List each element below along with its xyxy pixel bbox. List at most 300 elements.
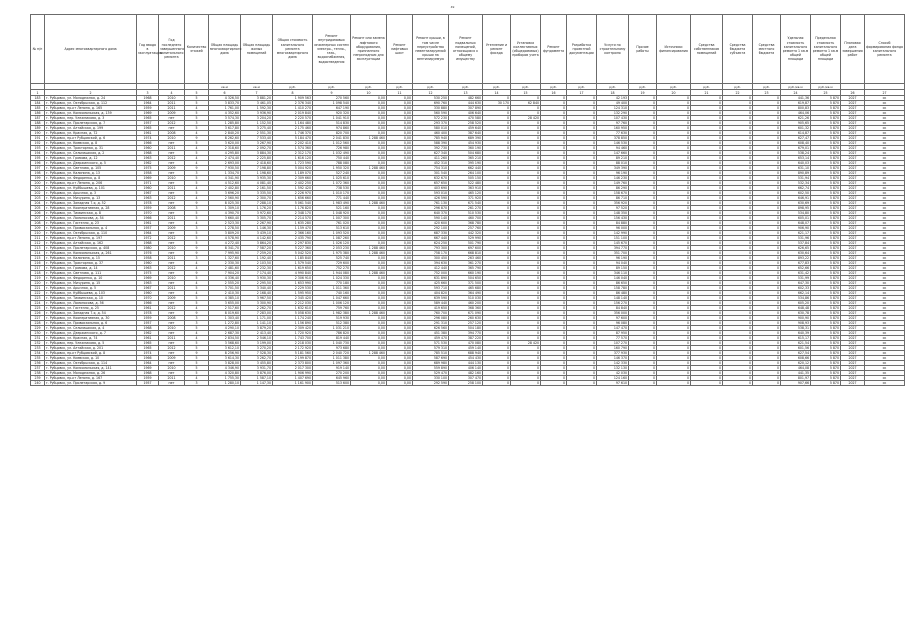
- table-cell-year_built: 1975: [137, 166, 159, 171]
- table-cell-cost_basement: 307 890: [449, 106, 483, 111]
- table-cell-cost_other2: 0: [629, 216, 657, 221]
- table-cell-floors: 5: [185, 176, 209, 181]
- table-cell-cost_lift2: 0,00: [387, 261, 413, 266]
- table-cell-cost_fund: 0: [511, 166, 541, 171]
- table-cell-fund_local: 0: [753, 301, 781, 306]
- table-cell-cost_systems: 1 006 120: [313, 301, 351, 306]
- table-cell-cost_tech: 356 920: [597, 201, 629, 206]
- table-cell-cost_lift2: 0,00: [387, 271, 413, 276]
- table-cell-fund_region: 0: [723, 116, 753, 121]
- table-cell-plan_date: 2027: [841, 181, 865, 186]
- table-cell-cost_systems: 1 950 320: [313, 166, 351, 171]
- table-cell-floors: 5: [185, 361, 209, 366]
- table-cell-cost_basement: 371 500: [449, 281, 483, 286]
- table-cell-cost_other2: 0: [629, 291, 657, 296]
- table-cell-plan_date: 2027: [841, 301, 865, 306]
- table-cell-spec_cost: 900,90: [781, 316, 811, 321]
- table-cell-cost_lift: 0,00: [351, 146, 387, 151]
- table-cell-method: ск: [865, 311, 905, 316]
- table-cell-cost_tech: 160 790: [597, 346, 629, 351]
- table-cell-cost_systems: 1 011 360: [313, 286, 351, 291]
- table-cell-spec_cost: 627,47: [781, 136, 811, 141]
- table-cell-area_living: 3 930,30: [241, 276, 273, 281]
- table-cell-cost_other: 0: [567, 171, 597, 176]
- table-cell-cost_other: 0: [567, 366, 597, 371]
- table-cell-cost_lift: 1 288 460: [351, 246, 387, 251]
- table-cell-floors: 4: [185, 221, 209, 226]
- table-cell-cost_lift2: 0,00: [387, 306, 413, 311]
- table-cell-fund_source: 0: [657, 276, 691, 281]
- table-cell-fund_region: 0: [723, 211, 753, 216]
- table-cell-cost_facade: 0: [483, 321, 511, 326]
- table-cell-cost_fund: 0: [511, 331, 541, 336]
- table-cell-method: ск: [865, 131, 905, 136]
- table-cell-area_living: 3 461,05: [241, 101, 273, 106]
- table-cell-cost_total: 2 376 340: [273, 101, 313, 106]
- table-cell-address: г. Рубцовск, ул. Тихвинская, д. 10: [45, 296, 137, 301]
- table-cell-area_total: 4 320,80: [209, 371, 241, 376]
- table-cell-cost_basement: 510 030: [449, 296, 483, 301]
- table-cell-no: 196: [31, 161, 45, 166]
- table-cell-cost_systems: 2 041 830: [313, 136, 351, 141]
- table-cell-no: 188: [31, 121, 45, 126]
- table-cell-fund_source: 0: [657, 151, 691, 156]
- table-cell-area_living: 3 204,20: [241, 116, 273, 121]
- table-cell-plan_date: 2027: [841, 111, 865, 116]
- column-number-cost_fund: 15: [511, 90, 541, 96]
- table-cell-floors: 5: [185, 301, 209, 306]
- table-cell-year_built: 1972: [137, 236, 159, 241]
- table-cell-cost_lift: 0,00: [351, 381, 387, 386]
- table-cell-year_built: 1974: [137, 351, 159, 356]
- table-cell-address: г. Рубцовск, ул. Алтайская, д. 201: [45, 346, 137, 351]
- table-cell-cost_other: 0: [567, 336, 597, 341]
- table-cell-cost_total: 1 185 840: [273, 256, 313, 261]
- table-cell-year_repair: 2011: [159, 216, 185, 221]
- table-cell-cost_other2: 0: [629, 381, 657, 386]
- table-cell-plan_date: 2027: [841, 256, 865, 261]
- table-cell-cost_other: 0: [567, 121, 597, 126]
- table-cell-year_built: 1962: [137, 331, 159, 336]
- table-cell-cost_fund: 0: [511, 191, 541, 196]
- table-cell-no: 238: [31, 371, 45, 376]
- table-cell-address: г. Рубцовск, ул. Федоренко, д. 10: [45, 276, 137, 281]
- table-cell-cost_systems: 1 024 330: [313, 276, 351, 281]
- table-cell-cost_found: 0: [541, 106, 567, 111]
- table-cell-cost_roof: 593 010: [413, 191, 449, 196]
- table-cell-year_built: 1978: [137, 201, 159, 206]
- column-unit-cost_other: руб.: [567, 84, 597, 90]
- table-cell-cost_roof: 632 670: [413, 176, 449, 181]
- table-cell-cost_fund: 28 420: [511, 116, 541, 121]
- table-cell-cost_facade: 0: [483, 191, 511, 196]
- table-cell-cost_found: 0: [541, 341, 567, 346]
- table-cell-year_built: 1969: [137, 176, 159, 181]
- table-cell-limit_cost: 5 870: [811, 311, 841, 316]
- table-cell-area_living: 2 103,50: [241, 261, 273, 266]
- table-cell-fund_share: 0: [691, 336, 723, 341]
- table-cell-no: 198: [31, 171, 45, 176]
- table-cell-cost_total: 2 435 790: [273, 236, 313, 241]
- table-cell-year_repair: 2010: [159, 326, 185, 331]
- table-cell-fund_source: 0: [657, 311, 691, 316]
- table-cell-area_living: 3 864,20: [241, 241, 273, 246]
- table-cell-cost_lift2: 0,00: [387, 316, 413, 321]
- table-cell-cost_facade: 0: [483, 236, 511, 241]
- table-cell-area_living: 3 300,90: [241, 301, 273, 306]
- table-cell-area_total: 4 295,80: [209, 151, 241, 156]
- table-cell-floors: 9: [185, 136, 209, 141]
- table-cell-area_living: 1 192,40: [241, 256, 273, 261]
- table-cell-cost_systems: 738 530: [313, 186, 351, 191]
- table-cell-limit_cost: 5 870: [811, 326, 841, 331]
- table-cell-cost_facade: 0: [483, 141, 511, 146]
- table-cell-address: г. Рубцовск, пр-кт Ленина, д. 206: [45, 181, 137, 186]
- table-cell-cost_other: 0: [567, 226, 597, 231]
- column-number-area_living: 7: [241, 90, 273, 96]
- table-cell-cost_tech: 94 040: [597, 261, 629, 266]
- table-cell-fund_source: 0: [657, 176, 691, 181]
- table-cell-year_built: 1960: [137, 261, 159, 266]
- table-cell-plan_date: 2027: [841, 321, 865, 326]
- table-cell-address: г. Рубцовск, ул. Сельмашская, д. 4: [45, 326, 137, 331]
- table-cell-cost_tech: 394 770: [597, 246, 629, 251]
- table-cell-limit_cost: 5 870: [811, 316, 841, 321]
- table-cell-address: г. Рубцовск, ул. Комсомольская, д. 139: [45, 111, 137, 116]
- table-cell-method: ск: [865, 356, 905, 361]
- table-cell-limit_cost: 5 870: [811, 286, 841, 291]
- table-cell-cost_facade: 0: [483, 261, 511, 266]
- table-cell-cost_systems: 726 980: [313, 146, 351, 151]
- table-cell-cost_facade: 0: [483, 111, 511, 116]
- table-cell-cost_other: 0: [567, 356, 597, 361]
- table-cell-fund_source: 0: [657, 201, 691, 206]
- table-cell-year_built: 1966: [137, 216, 159, 221]
- table-cell-limit_cost: 5 870: [811, 251, 841, 256]
- table-cell-cost_tech: 96 190: [597, 256, 629, 261]
- table-cell-plan_date: 2027: [841, 171, 865, 176]
- table-cell-area_living: 4 081,40: [241, 181, 273, 186]
- table-cell-cost_total: 1 189 070: [273, 171, 313, 176]
- table-cell-cost_fund: 0: [511, 141, 541, 146]
- table-cell-fund_share: 0: [691, 126, 723, 131]
- table-cell-year_built: 1959: [137, 376, 159, 381]
- table-cell-address: г. Рубцовск, ул. Красная, д. 72: [45, 131, 137, 136]
- table-cell-cost_facade: 0: [483, 226, 511, 231]
- table-cell-no: 213: [31, 246, 45, 251]
- table-cell-area_living: 3 340,40: [241, 286, 273, 291]
- table-cell-fund_source: 0: [657, 111, 691, 116]
- table-cell-plan_date: 2027: [841, 251, 865, 256]
- table-cell-year_repair: 2010: [159, 96, 185, 101]
- table-cell-spec_cost: 602,33: [781, 286, 811, 291]
- table-cell-method: ск: [865, 116, 905, 121]
- table-cell-cost_found: 0: [541, 186, 567, 191]
- table-cell-spec_cost: 605,20: [781, 301, 811, 306]
- table-cell-cost_basement: 257 120: [449, 321, 483, 326]
- table-cell-cost_fund: 0: [511, 371, 541, 376]
- table-cell-floors: 5: [185, 216, 209, 221]
- table-cell-year_built: 1967: [137, 286, 159, 291]
- table-cell-cost_total: 2 212 030: [273, 301, 313, 306]
- table-cell-method: ск: [865, 241, 905, 246]
- table-cell-cost_tech: 146 370: [597, 356, 629, 361]
- table-cell-limit_cost: 5 870: [811, 356, 841, 361]
- table-cell-cost_other: 0: [567, 116, 597, 121]
- table-cell-cost_tech: 142 990: [597, 231, 629, 236]
- table-cell-cost_roof: 626 560: [413, 326, 449, 331]
- table-cell-cost_fund: 0: [511, 111, 541, 116]
- table-cell-cost_found: 0: [541, 281, 567, 286]
- table-cell-no: 203: [31, 196, 45, 201]
- table-cell-cost_found: 0: [541, 161, 567, 166]
- table-cell-no: 223: [31, 296, 45, 301]
- table-cell-plan_date: 2027: [841, 221, 865, 226]
- table-cell-year_built: 1965: [137, 341, 159, 346]
- table-cell-fund_region: 0: [723, 321, 753, 326]
- table-cell-fund_region: 0: [723, 246, 753, 251]
- table-cell-area_total: 2 840,20: [209, 131, 241, 136]
- table-cell-limit_cost: 5 870: [811, 291, 841, 296]
- table-cell-fund_region: 0: [723, 101, 753, 106]
- table-cell-floors: 3: [185, 226, 209, 231]
- table-cell-fund_source: 0: [657, 331, 691, 336]
- table-cell-fund_source: 0: [657, 256, 691, 261]
- table-cell-limit_cost: 5 870: [811, 236, 841, 241]
- table-cell-cost_basement: 406 640: [449, 111, 483, 116]
- table-cell-cost_other: 0: [567, 211, 597, 216]
- table-cell-address: г. Рубцовск, ул. Привокзальная, д. 6: [45, 321, 137, 326]
- table-cell-address: г. Рубцовск, ул. Октябрьская, д. 114: [45, 361, 137, 366]
- table-cell-address: г. Рубцовск, ул. Сельмашская, д. 2: [45, 151, 137, 156]
- table-cell-cost_total: 1 156 890: [273, 321, 313, 326]
- table-cell-method: ск: [865, 246, 905, 251]
- table-cell-cost_other: 0: [567, 341, 597, 346]
- table-cell-fund_share: 0: [691, 361, 723, 366]
- table-cell-cost_tech: 77 630: [597, 131, 629, 136]
- table-cell-area_total: 1 334,70: [209, 171, 241, 176]
- table-cell-area_living: 2 161,50: [241, 186, 273, 191]
- table-cell-cost_fund: 0: [511, 316, 541, 321]
- table-cell-cost_other2: 0: [629, 236, 657, 241]
- table-cell-cost_other: 0: [567, 346, 597, 351]
- table-cell-cost_lift2: 0,00: [387, 351, 413, 356]
- table-cell-limit_cost: 5 870: [811, 141, 841, 146]
- table-cell-cost_roof: 690 760: [413, 101, 449, 106]
- table-cell-fund_region: 0: [723, 296, 753, 301]
- column-number-cost_other: 17: [567, 90, 597, 96]
- table-cell-cost_basement: 261 270: [449, 206, 483, 211]
- table-cell-cost_tech: 132 290: [597, 111, 629, 116]
- table-cell-cost_tech: 84 840: [597, 306, 629, 311]
- table-cell-spec_cost: 615,17: [781, 336, 811, 341]
- table-cell-no: 214: [31, 251, 45, 256]
- table-cell-floors: 5: [185, 286, 209, 291]
- table-cell-method: ск: [865, 231, 905, 236]
- table-cell-fund_local: 0: [753, 336, 781, 341]
- table-cell-fund_region: 0: [723, 96, 753, 101]
- table-cell-cost_basement: 465 120: [449, 191, 483, 196]
- table-cell-cost_roof: 330 100: [413, 376, 449, 381]
- table-cell-cost_systems: 2 053 230: [313, 246, 351, 251]
- table-cell-cost_basement: 444 630: [449, 101, 483, 106]
- table-cell-fund_source: 0: [657, 136, 691, 141]
- table-cell-fund_share: 0: [691, 306, 723, 311]
- table-cell-cost_roof: 631 890: [413, 276, 449, 281]
- table-cell-cost_total: 5 061 540: [273, 201, 313, 206]
- table-cell-cost_tech: 107 430: [597, 116, 629, 121]
- table-cell-cost_lift: 0,00: [351, 261, 387, 266]
- table-cell-limit_cost: 5 870: [811, 211, 841, 216]
- table-cell-fund_region: 0: [723, 181, 753, 186]
- table-cell-fund_local: 0: [753, 146, 781, 151]
- table-cell-year_repair: нет: [159, 271, 185, 276]
- table-cell-cost_facade: 0: [483, 291, 511, 296]
- table-cell-fund_region: 0: [723, 301, 753, 306]
- table-cell-cost_total: 1 743 700: [273, 336, 313, 341]
- table-cell-cost_found: 0: [541, 171, 567, 176]
- table-cell-fund_local: 0: [753, 366, 781, 371]
- table-cell-area_total: 3 574,30: [209, 116, 241, 121]
- table-cell-fund_source: 0: [657, 321, 691, 326]
- table-cell-cost_fund: 0: [511, 236, 541, 241]
- table-cell-cost_systems: 919 140: [313, 366, 351, 371]
- table-cell-cost_roof: 296 870: [413, 206, 449, 211]
- table-cell-spec_cost: 538,24: [781, 151, 811, 156]
- table-cell-area_living: 1 587,10: [241, 376, 273, 381]
- table-cell-cost_other2: 0: [629, 336, 657, 341]
- table-cell-cost_total: 2 345 420: [273, 296, 313, 301]
- table-cell-fund_region: 0: [723, 356, 753, 361]
- table-cell-cost_basement: 394 770: [449, 331, 483, 336]
- table-cell-address: г. Рубцовск, пер. Улежникова, д. 3: [45, 116, 137, 121]
- table-cell-cost_facade: 0: [483, 366, 511, 371]
- table-cell-method: ск: [865, 341, 905, 346]
- column-header-cost_systems: Ремонт внутридомовых инженерных систем электро-, тепло-, газо-, водоснабжения, водоотведения: [313, 15, 351, 84]
- table-cell-year_built: 1966: [137, 301, 159, 306]
- table-cell-address: г. Рубцовск, ул. Красная, д. 74: [45, 336, 137, 341]
- table-cell-cost_total: 1 176 820: [273, 206, 313, 211]
- table-cell-cost_lift2: 0,00: [387, 231, 413, 236]
- table-cell-cost_basement: 361 270: [449, 261, 483, 266]
- table-cell-cost_roof: 301 540: [413, 171, 449, 176]
- column-unit-cost_lift2: руб.: [387, 84, 413, 90]
- table-cell-fund_region: 0: [723, 171, 753, 176]
- table-cell-plan_date: 2027: [841, 366, 865, 371]
- table-cell-year_built: 1968: [137, 241, 159, 246]
- table-cell-cost_facade: 0: [483, 196, 511, 201]
- table-cell-fund_local: 0: [753, 121, 781, 126]
- table-cell-plan_date: 2027: [841, 126, 865, 131]
- table-cell-cost_basement: 470 580: [449, 116, 483, 121]
- table-cell-cost_found: 0: [541, 361, 567, 366]
- table-cell-fund_source: 0: [657, 346, 691, 351]
- table-cell-cost_found: 0: [541, 211, 567, 216]
- table-cell-fund_source: 0: [657, 96, 691, 101]
- table-cell-year_repair: 2009: [159, 356, 185, 361]
- table-cell-cost_fund: 0: [511, 106, 541, 111]
- table-cell-cost_found: 0: [541, 296, 567, 301]
- table-cell-spec_cost: 648,48: [781, 306, 811, 311]
- table-cell-floors: 4: [185, 186, 209, 191]
- table-cell-cost_other: 0: [567, 206, 597, 211]
- table-cell-fund_region: 0: [723, 241, 753, 246]
- table-cell-cost_total: 1 906 990: [273, 371, 313, 376]
- table-cell-spec_cost: 646,91: [781, 196, 811, 201]
- table-cell-cost_found: 0: [541, 111, 567, 116]
- column-number-cost_found: 16: [541, 90, 567, 96]
- table-cell-cost_other2: 0: [629, 116, 657, 121]
- column-header-fund_share: Средства собственников помещений: [691, 15, 723, 84]
- table-cell-cost_total: 5 042 520: [273, 251, 313, 256]
- table-cell-cost_other2: 0: [629, 376, 657, 381]
- table-cell-cost_other2: 0: [629, 166, 657, 171]
- table-cell-area_living: 2 092,70: [241, 146, 273, 151]
- table-cell-cost_facade: 0: [483, 381, 511, 386]
- table-cell-floors: 9: [185, 271, 209, 276]
- table-cell-cost_other: 0: [567, 371, 597, 376]
- table-cell-cost_other2: 0: [629, 136, 657, 141]
- table-cell-method: ск: [865, 221, 905, 226]
- table-cell-plan_date: 2027: [841, 236, 865, 241]
- table-cell-cost_other: 0: [567, 376, 597, 381]
- table-cell-cost_fund: 0: [511, 151, 541, 156]
- table-cell-cost_tech: 107 270: [597, 341, 629, 346]
- table-cell-cost_systems: 1 982 380: [313, 311, 351, 316]
- table-cell-area_total: 4 512,60: [209, 181, 241, 186]
- table-cell-cost_roof: 639 590: [413, 296, 449, 301]
- column-number-cost_systems: 9: [313, 90, 351, 96]
- table-cell-cost_fund: 0: [511, 201, 541, 206]
- column-number-no: 1: [31, 90, 45, 96]
- table-cell-cost_basement: 671 540: [449, 201, 483, 206]
- table-cell-cost_other: 0: [567, 176, 597, 181]
- table-cell-cost_roof: 588 390: [413, 141, 449, 146]
- table-cell-cost_lift2: 0,00: [387, 291, 413, 296]
- table-cell-year_built: 1968: [137, 371, 159, 376]
- table-cell-cost_lift: 0,00: [351, 221, 387, 226]
- table-cell-cost_lift: 0,00: [351, 161, 387, 166]
- table-cell-cost_roof: 559 890: [413, 366, 449, 371]
- table-cell-no: 204: [31, 201, 45, 206]
- table-cell-cost_tech: 146 530: [597, 141, 629, 146]
- table-cell-area_living: 3 455,80: [241, 361, 273, 366]
- table-cell-year_built: 1961: [137, 336, 159, 341]
- table-cell-no: 229: [31, 326, 45, 331]
- table-cell-cost_other: 0: [567, 136, 597, 141]
- table-cell-cost_found: 0: [541, 356, 567, 361]
- table-cell-cost_other2: 0: [629, 286, 657, 291]
- column-unit-cost_other2: руб.: [629, 84, 657, 90]
- table-cell-cost_roof: 589 440: [413, 301, 449, 306]
- table-cell-cost_total: 2 366 160: [273, 231, 313, 236]
- table-cell-cost_total: 1 619 650: [273, 266, 313, 271]
- table-cell-floors: 3: [185, 171, 209, 176]
- table-cell-cost_facade: 0: [483, 121, 511, 126]
- table-cell-cost_fund: 0: [511, 321, 541, 326]
- table-cell-spec_cost: 620,12: [781, 361, 811, 366]
- table-cell-plan_date: 2027: [841, 356, 865, 361]
- column-header-area_living: Общая площадь жилых помещений: [241, 15, 273, 84]
- table-cell-year_built: 1960: [137, 291, 159, 296]
- table-cell-limit_cost: 5 870: [811, 376, 841, 381]
- table-cell-fund_share: 0: [691, 166, 723, 171]
- table-cell-fund_source: 0: [657, 381, 691, 386]
- table-cell-no: 183: [31, 96, 45, 101]
- table-cell-fund_share: 0: [691, 276, 723, 281]
- table-cell-cost_lift2: 0,00: [387, 211, 413, 216]
- table-cell-area_living: 1 198,60: [241, 171, 273, 176]
